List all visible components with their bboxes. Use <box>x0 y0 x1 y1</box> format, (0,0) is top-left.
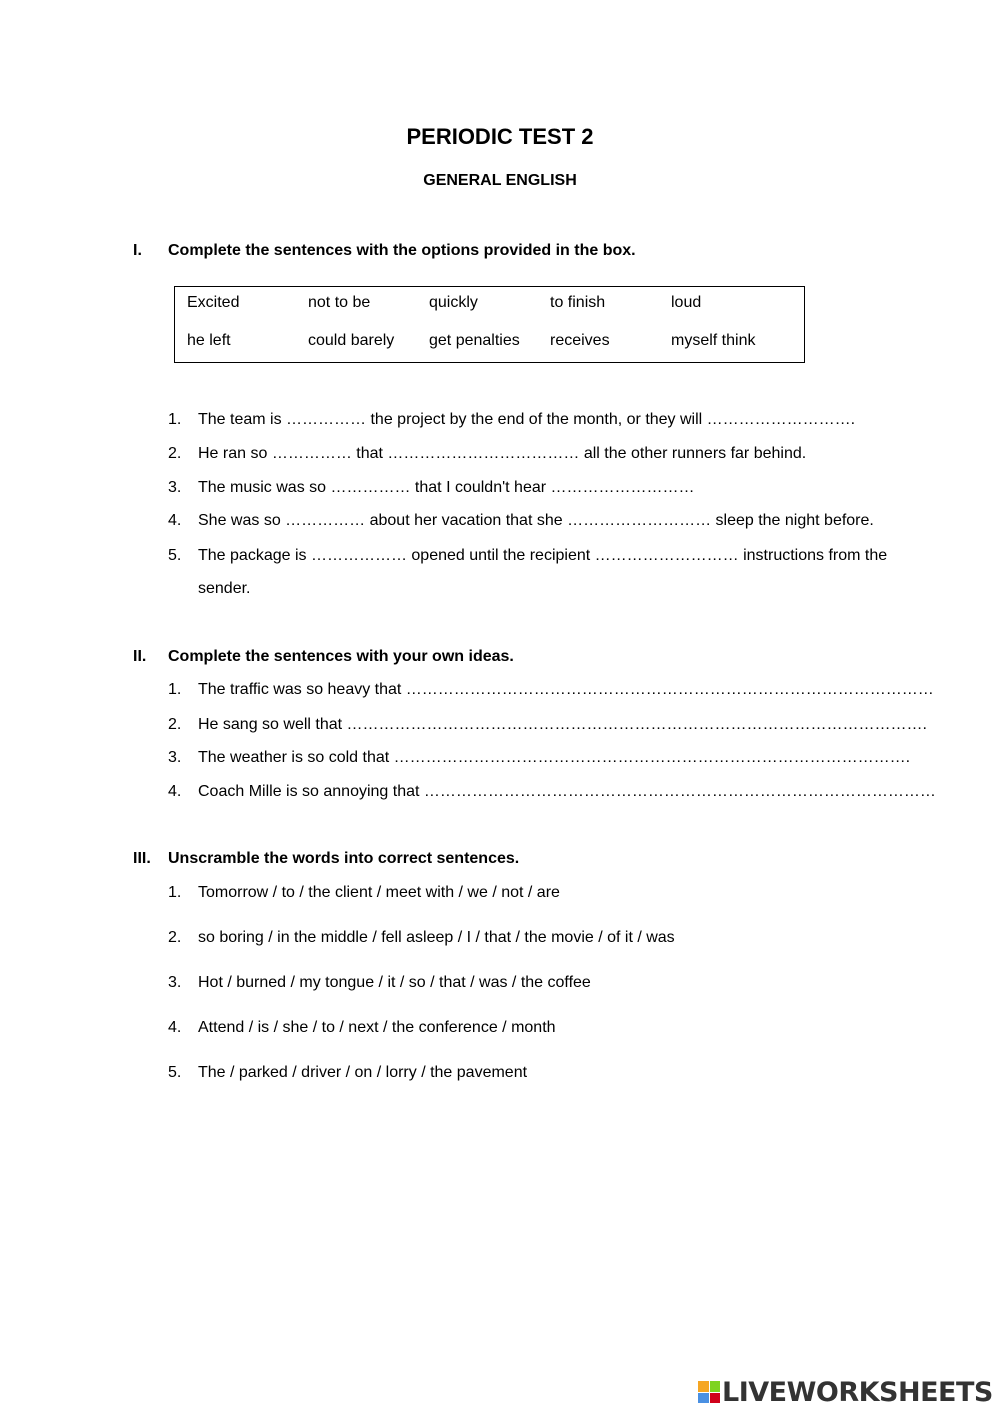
item-text: She was so …………… about her vacation that she ……………………… sleep the night before. <box>198 512 874 529</box>
item-text: Tomorrow / to / the client / meet with / we / not / are <box>198 884 560 901</box>
section-number: I. <box>133 242 142 259</box>
section-title: Complete the sentences with your own ideas. <box>168 648 514 665</box>
exercise-item: 2. He sang so well that ………………………………………………………………………………………………. <box>168 716 927 733</box>
exercise-item: 4. Attend / is / she / to / next / the conference / month <box>168 1019 556 1036</box>
exercise-item: 1. Tomorrow / to / the client / meet with / we / not / are <box>168 884 560 901</box>
section-1-heading <box>133 242 636 260</box>
exercise-item: 4. Coach Mille is so annoying that …………………………………………………………………………………… <box>168 783 936 800</box>
word-option: receives <box>550 332 610 349</box>
item-text: Coach Mille is so annoying that …………………………………………………………………………………… <box>198 783 936 800</box>
logo-text: LIVEWORKSHEETS <box>722 1376 993 1408</box>
word-option: not to be <box>308 294 371 311</box>
item-text: He sang so well that ………………………………………………………………………………………………. <box>198 716 927 733</box>
word-option: loud <box>671 294 702 311</box>
exercise-item: 3. Hot / burned / my tongue / it / so / that / was / the coffee <box>168 974 591 991</box>
exercise-item: 1. The team is …………… the project by the end of the month, or they will ………………………. <box>168 411 856 428</box>
page-subtitle: GENERAL ENGLISH <box>423 172 577 189</box>
logo-square <box>710 1393 721 1404</box>
section-number: II. <box>133 648 147 665</box>
item-text: The weather is so cold that ……………………………………………………………………………………. <box>198 749 911 766</box>
word-option: myself think <box>671 332 756 349</box>
word-option: could barely <box>308 332 395 349</box>
item-text: The team is …………… the project by the end of the month, or they will ………………………. <box>198 411 856 428</box>
word-option: Excited <box>187 294 240 311</box>
item-text: so boring / in the middle / fell asleep / I / that / the movie / of it / was <box>198 929 675 946</box>
liveworksheets-logo <box>698 1378 993 1406</box>
item-continuation: sender. <box>198 580 251 597</box>
item-text: Hot / burned / my tongue / it / so / that / was / the coffee <box>198 974 591 991</box>
logo-grid-icon <box>698 1381 720 1403</box>
word-option: quickly <box>429 294 478 311</box>
exercise-item: 5. The package is ……………… opened until the recipient ……………………… instructions from the <box>168 547 888 564</box>
item-text: He ran so …………… that ……………………………… all the other runners far behind. <box>198 445 807 462</box>
page-title: PERIODIC TEST 2 <box>406 124 594 149</box>
item-text: The package is ……………… opened until the recipient ……………………… instructions from the <box>198 547 888 564</box>
word-option: get penalties <box>429 332 520 349</box>
exercise-item: 2. so boring / in the middle / fell asleep / I / that / the movie / of it / was <box>168 929 675 946</box>
item-text: The music was so …………… that I couldn't hear ……………………… <box>198 479 695 496</box>
item-text: The traffic was so heavy that ……………………………………………………………………………………… <box>198 681 934 698</box>
logo-square <box>710 1381 721 1392</box>
exercise-item: 3. The music was so …………… that I couldn't hear ……………………… <box>168 479 695 496</box>
section-title: Unscramble the words into correct sentences. <box>168 850 520 867</box>
word-option: to finish <box>550 294 606 311</box>
section-number: III. <box>133 850 151 867</box>
word-box <box>174 286 805 363</box>
section-3-heading <box>133 850 519 868</box>
item-text: The / parked / driver / on / lorry / the pavement <box>198 1064 528 1081</box>
exercise-item: 1. The traffic was so heavy that ……………………………………………………………………………………… <box>168 681 934 698</box>
exercise-item: 5. The / parked / driver / on / lorry / the pavement <box>168 1064 528 1081</box>
logo-square <box>698 1381 709 1392</box>
exercise-item: 3. The weather is so cold that ……………………………………………………………………………………. <box>168 749 911 766</box>
section-2-heading <box>133 648 514 666</box>
exercise-item: 4. She was so …………… about her vacation that she ……………………… sleep the night before. <box>168 512 874 529</box>
word-option: he left <box>187 332 231 349</box>
exercise-item: 2. He ran so …………… that ……………………………… all the other runners far behind. <box>168 445 807 462</box>
logo-square <box>698 1393 709 1404</box>
item-text: Attend / is / she / to / next / the conference / month <box>198 1019 556 1036</box>
section-title: Complete the sentences with the options provided in the box. <box>168 242 636 259</box>
